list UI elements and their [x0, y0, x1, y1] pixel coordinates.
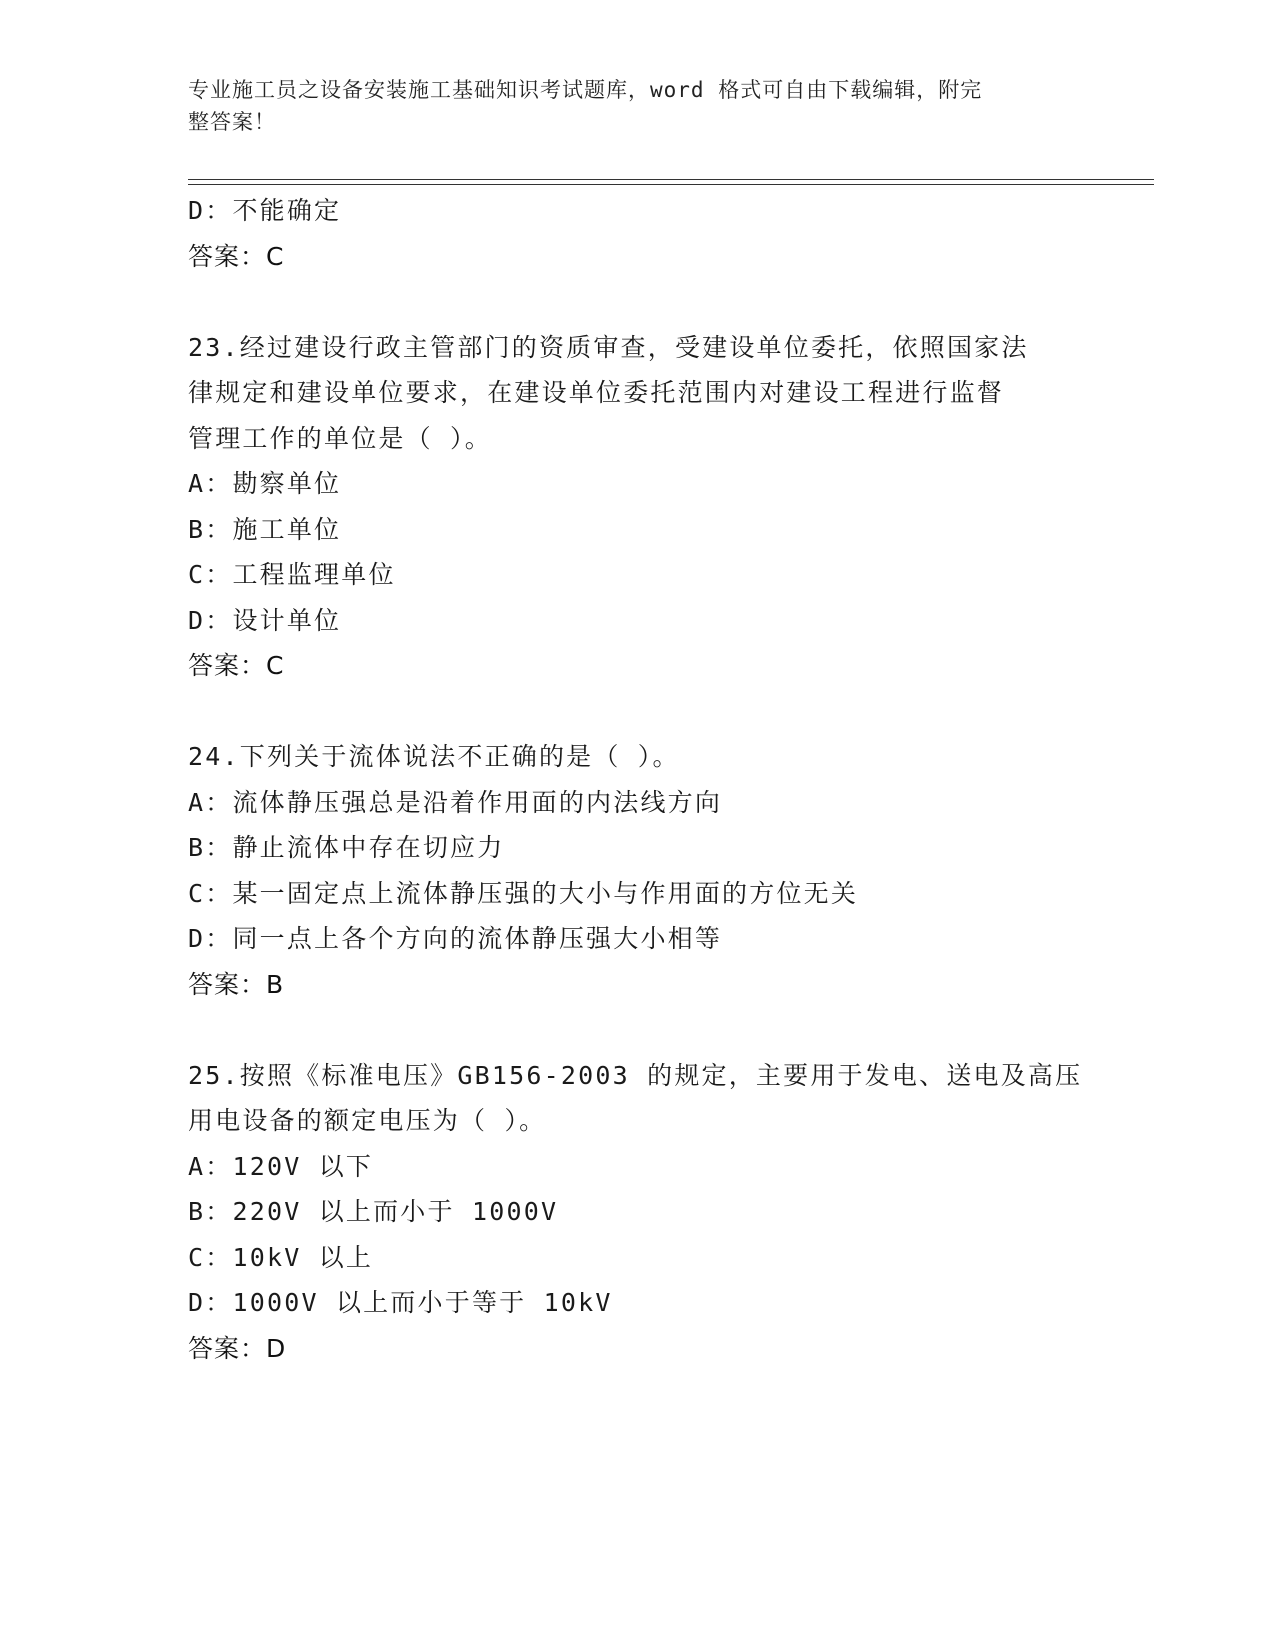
- question-stem-line: 用电设备的额定电压为（ ）。: [188, 1106, 547, 1135]
- header-divider-bottom: [188, 184, 1154, 185]
- answer-line: 答案：B: [188, 969, 285, 999]
- option-d: D：同一点上各个方向的流体静压强大小相等: [188, 924, 723, 953]
- question-25: [188, 1053, 1088, 1372]
- option-b: B：220V 以上而小于 1000V: [188, 1197, 559, 1226]
- option-c: C：工程监理单位: [188, 560, 396, 589]
- question-stem-line: 管理工作的单位是（ ）。: [188, 423, 492, 453]
- question-23: [188, 325, 1088, 689]
- option-a: A：流体静压强总是沿着作用面的内法线方向: [188, 787, 723, 817]
- question-content: [188, 188, 1088, 1371]
- option-d: D：设计单位: [188, 605, 342, 635]
- header-divider-top: [188, 179, 1154, 180]
- answer-line: 答案：C: [188, 241, 285, 271]
- question-stem-line: 23.经过建设行政主管部门的资质审查，受建设单位委托，依照国家法: [188, 332, 1029, 362]
- question-stem-line: 25.按照《标准电压》GB156-2003 的规定，主要用于发电、送电及高压: [188, 1060, 1083, 1090]
- spacer: [188, 279, 1088, 325]
- answer-line: 答案：D: [188, 1333, 287, 1363]
- option-b: B：静止流体中存在切应力: [188, 833, 505, 862]
- spacer: [188, 1007, 1088, 1053]
- option-c: C：某一固定点上流体静压强的大小与作用面的方位无关: [188, 878, 859, 908]
- option-b: B：施工单位: [188, 514, 342, 544]
- option-a: A：勘察单位: [188, 469, 342, 498]
- document-header: [188, 74, 1068, 138]
- header-line-1: 专业施工员之设备安装施工基础知识考试题库，word 格式可自由下载编辑，附完: [188, 78, 983, 102]
- spacer: [188, 689, 1088, 735]
- question-stem-line: 24.下列关于流体说法不正确的是（ ）。: [188, 742, 680, 771]
- option-d: D：1000V 以上而小于等于 10kV: [188, 1288, 613, 1317]
- question-stem-line: 律规定和建设单位要求，在建设单位委托范围内对建设工程进行监督: [188, 378, 1005, 407]
- question-22-tail: [188, 188, 1088, 279]
- question-24: [188, 734, 1088, 1007]
- option-d: D：不能确定: [188, 196, 342, 225]
- answer-line: 答案：C: [188, 651, 285, 680]
- option-c: C：10kV 以上: [188, 1242, 374, 1272]
- header-line-2: 整答案！: [188, 110, 276, 134]
- option-a: A：120V 以下: [188, 1151, 374, 1181]
